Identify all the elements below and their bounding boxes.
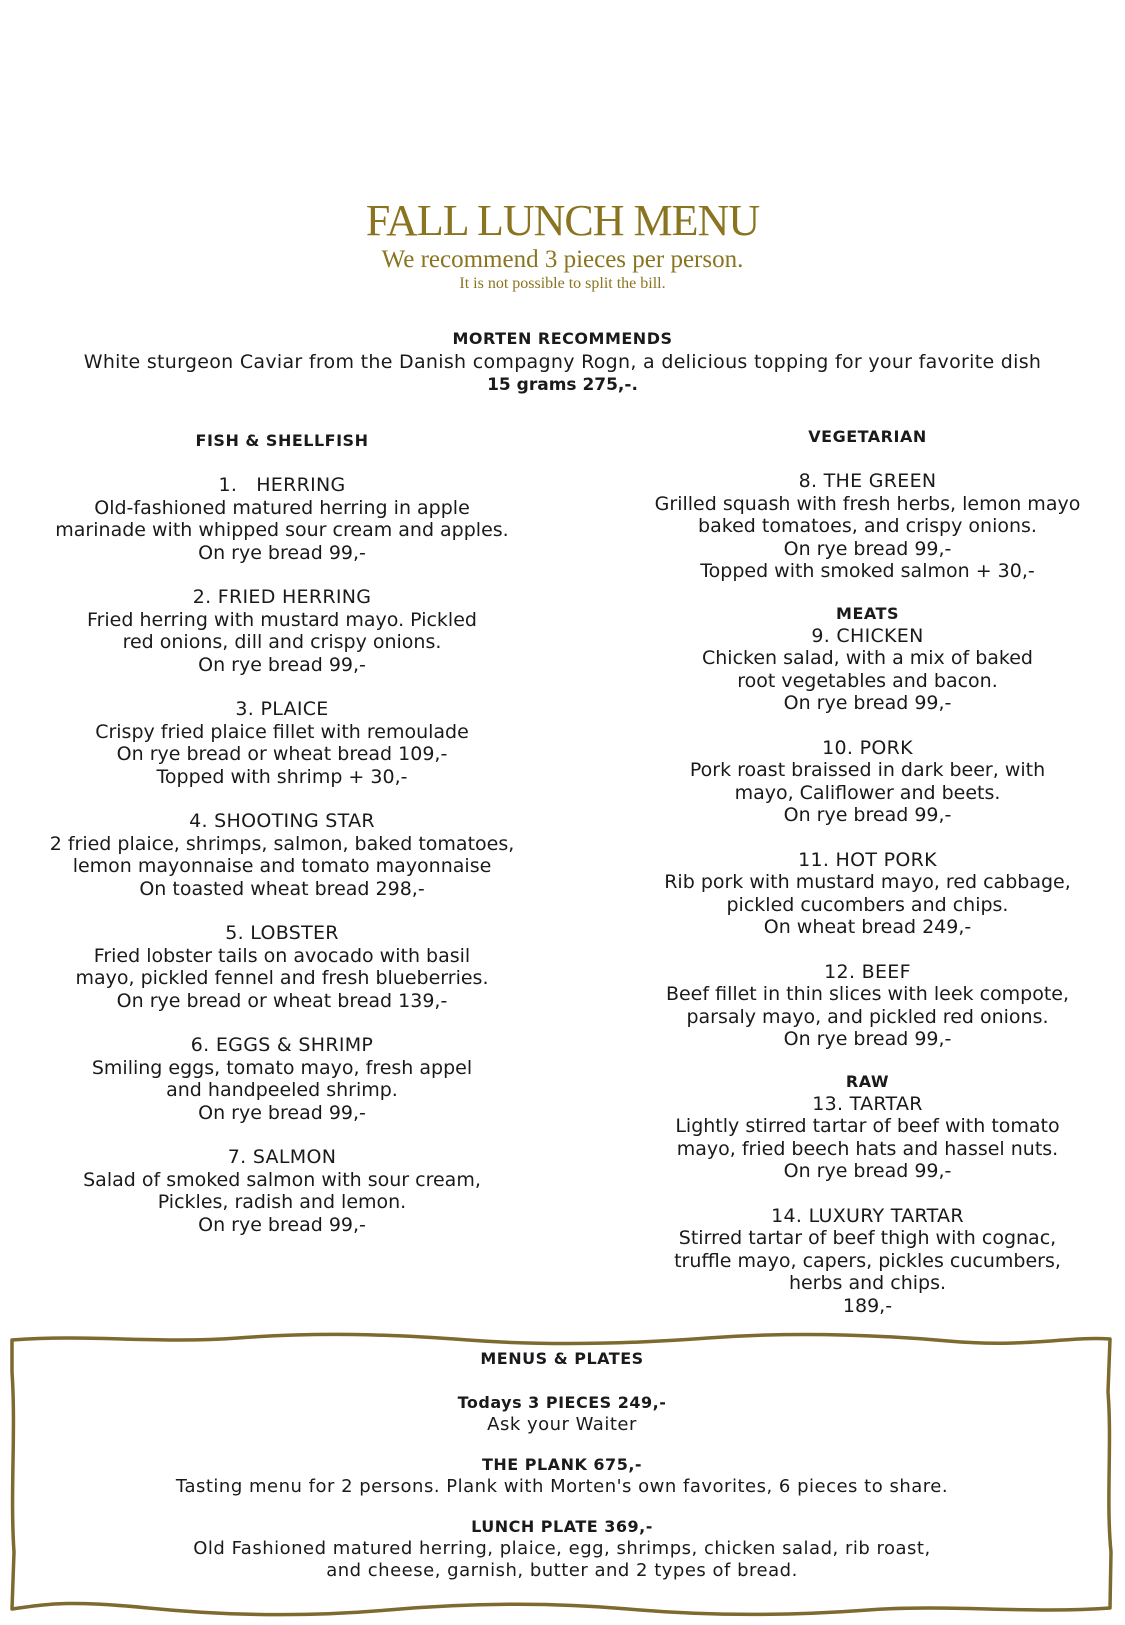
spacer (8, 1498, 1116, 1516)
plates-box (8, 1332, 1116, 1617)
menu-item-line: marinade with whipped sour cream and apples. (55, 519, 509, 541)
lunch-plate-title: LUNCH PLATE 369,- (471, 1517, 653, 1536)
fish-column (22, 430, 542, 1258)
menu-item-line: Beef fillet in thin slices with leek compote, (665, 983, 1070, 1005)
menu-item-line: 2 fried plaice, shrimps, salmon, baked tomatoes, (49, 832, 515, 855)
menu-item-title: 12. BEEF (824, 960, 911, 983)
menu-item-line: Stirred tartar of beef thigh with cognac, (678, 1227, 1057, 1249)
menu-item-line: mayo, Califlower and beets. (734, 781, 1001, 804)
menu-item-title: 2. FRIED HERRING (192, 586, 372, 608)
plank-title: THE PLANK 675,- (481, 1455, 643, 1474)
menu-item-line: Pickles, radish and lemon. (157, 1191, 407, 1213)
menu-item-title: 4. SHOOTING STAR (189, 810, 375, 832)
menu-item-line: pickled cucombers and chips. (726, 893, 1009, 916)
menu-item (22, 698, 542, 788)
menu-item-line: lemon mayonnaise and tomato mayonnaise (72, 855, 492, 877)
menu-item-line: Rib pork with mustard mayo, red cabbage, (664, 871, 1071, 893)
vegetarian-items (620, 470, 1115, 583)
recommends-section (0, 328, 1125, 396)
menu-header (0, 196, 1125, 294)
menu-item (22, 586, 542, 676)
vegetarian-heading: VEGETARIAN (808, 427, 927, 446)
menu-item (620, 961, 1115, 1051)
menu-item-line: On rye bread or wheat bread 139,- (116, 989, 448, 1012)
menu-item-title: 6. EGGS & SHRIMP (190, 1034, 374, 1056)
menu-item-title: 10. PORK (822, 736, 913, 759)
menu-note: It is not possible to split the bill. (459, 275, 666, 292)
menu-item-line: truffle mayo, capers, pickles cucumbers, (674, 1249, 1061, 1272)
spacer (8, 1370, 1116, 1392)
menu-item-line: Topped with smoked salmon + 30,- (700, 560, 1035, 582)
menu-item-line: On wheat bread 249,- (763, 916, 972, 938)
menu-item-line: Old-fashioned matured herring in apple (94, 496, 470, 519)
recommends-text: White sturgeon Caviar from the Danish compagny Rogn, a delicious topping for your favorite dish (83, 351, 1042, 373)
menu-item-line: Grilled squash with fresh herbs, lemon mayo (654, 492, 1081, 515)
menu-item-line: Fried lobster tails on avocado with basil (93, 944, 471, 967)
menu-item-line: Salad of smoked salmon with sour cream, (83, 1168, 481, 1191)
menu-item-title: 3. PLAICE (235, 698, 329, 720)
meats-heading: MEATS (836, 603, 899, 623)
menu-item-line: baked tomatoes, and crispy onions. (698, 515, 1037, 537)
fish-items (22, 474, 542, 1236)
menu-item-line: Smiling eggs, tomato mayo, fresh appel (91, 1056, 473, 1079)
spacer (620, 448, 1115, 470)
menu-subtitle: We recommend 3 pieces per person. (381, 246, 744, 273)
menu-item-line: Topped with shrimp + 30,- (156, 765, 408, 788)
menu-item-line: On rye bread 99,- (783, 1160, 952, 1182)
menu-item (620, 470, 1115, 583)
menu-item (620, 737, 1115, 827)
menu-item-line: On rye bread or wheat bread 109,- (116, 743, 448, 765)
menu-item-line: Pork roast braissed in dark beer, with (689, 759, 1046, 781)
menu-item (22, 810, 542, 900)
menu-item (620, 1093, 1115, 1183)
plates-heading: MENUS & PLATES (480, 1349, 644, 1368)
menu-item-title: 1. HERRING (218, 474, 346, 496)
menu-item-line: On rye bread 99,- (198, 541, 366, 564)
menu-item-line: On rye bread 99,- (783, 537, 952, 560)
plank-note: Tasting menu for 2 persons. Plank with Morten's own favorites, 6 pieces to share. (175, 1476, 949, 1497)
plates-content (8, 1348, 1116, 1582)
menu-item-line: 189,- (842, 1294, 893, 1317)
lunch-plate-line: Old Fashioned matured herring, plaice, egg, shrimps, chicken salad, rib roast, (193, 1538, 931, 1559)
menu-item-line: red onions, dill and crispy onions. (122, 631, 442, 653)
menu-item-line: On rye bread 99,- (198, 1213, 366, 1236)
menu-item-title: 7. SALMON (227, 1146, 337, 1168)
menu-item-title: 11. HOT PORK (798, 848, 937, 871)
right-column (620, 426, 1115, 1317)
menu-item-line: On toasted wheat bread 298,- (139, 877, 425, 900)
recommends-price: 15 grams 275,-. (487, 375, 638, 395)
menu-item-line: mayo, fried beech hats and hassel nuts. (676, 1137, 1059, 1160)
menu-item-line: root vegetables and bacon. (737, 669, 998, 692)
menu-item (620, 849, 1115, 939)
menu-item (22, 922, 542, 1012)
menu-item-line: mayo, pickled fennel and fresh blueberries. (75, 967, 489, 989)
menu-item (22, 474, 542, 564)
menu-item-title: 13. TARTAR (812, 1092, 923, 1115)
menu-item-line: On rye bread 99,- (783, 804, 952, 826)
menu-item-line: Chicken salad, with a mix of baked (702, 647, 1033, 669)
fish-heading: FISH & SHELLFISH (195, 431, 369, 450)
recommends-heading: MORTEN RECOMMENDS (452, 329, 673, 348)
menu-item (22, 1034, 542, 1124)
menu-item-line: On rye bread 99,- (198, 1101, 366, 1124)
menu-item-title: 9. CHICKEN (811, 624, 924, 647)
menu-item (22, 1146, 542, 1236)
menu-item-line: parsaly mayo, and pickled red onions. (686, 1005, 1049, 1028)
raw-heading: RAW (845, 1071, 890, 1091)
menu-item-line: On rye bread 99,- (783, 1028, 952, 1050)
meats-items (620, 625, 1115, 1051)
menu-item (620, 1205, 1115, 1318)
menu-item-title: 5. LOBSTER (225, 922, 339, 944)
spacer (8, 1436, 1116, 1454)
menu-item-line: Crispy fried plaice fillet with remoulade (95, 720, 469, 743)
menu-item-line: On rye bread 99,- (198, 653, 366, 676)
menu-item-line: herbs and chips. (788, 1272, 947, 1294)
raw-items (620, 1093, 1115, 1318)
menu-item (620, 625, 1115, 715)
menu-item-line: Lightly stirred tartar of beef with tomato (675, 1115, 1060, 1137)
menu-title: FALL LUNCH MENU (365, 196, 760, 245)
lunch-plate-line: and cheese, garnish, butter and 2 types of bread. (326, 1560, 798, 1581)
menu-item-title: 8. THE GREEN (798, 470, 937, 492)
menu-item-title: 14. LUXURY TARTAR (771, 1204, 964, 1227)
menu-item-line: and handpeeled shrimp. (166, 1079, 398, 1101)
spacer (22, 452, 542, 474)
menu-item-line: Fried herring with mustard mayo. Pickled (87, 608, 477, 631)
menu-item-line: On rye bread 99,- (783, 692, 952, 714)
three-pieces-note: Ask your Waiter (487, 1414, 637, 1435)
three-pieces-title: Todays 3 PIECES 249,- (457, 1393, 667, 1412)
